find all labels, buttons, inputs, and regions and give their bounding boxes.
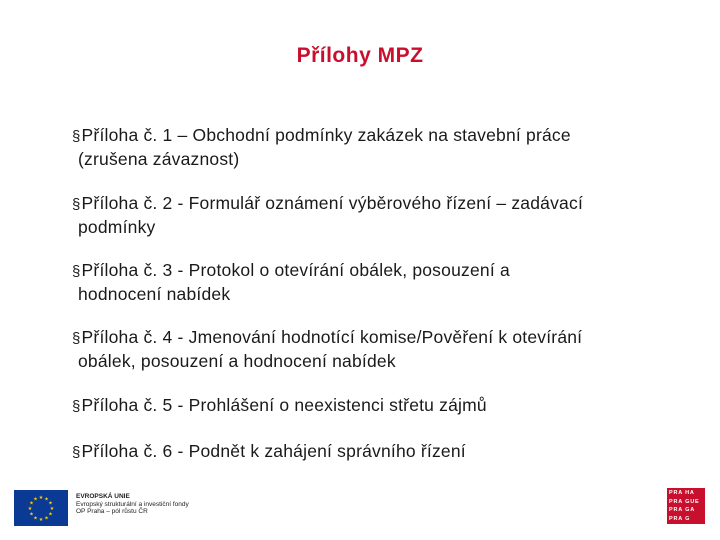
- eu-star-icon: ★: [29, 511, 34, 518]
- bullet-icon: §: [72, 398, 81, 415]
- item-text: Příloha č. 4 - Jmenování hodnotící komise/Pověření k otevírání: [81, 327, 583, 347]
- bullet-icon: §: [72, 128, 81, 145]
- item-text: Příloha č. 2 - Formulář oznámení výběrového řízení – zadávací: [81, 193, 584, 213]
- item-text: Příloha č. 5 - Prohlášení o neexistenci střetu zájmů: [81, 395, 487, 415]
- list-item: [72, 192, 672, 239]
- list-item: [72, 394, 672, 418]
- list-item: [72, 124, 672, 171]
- eu-star-icon: ★: [33, 496, 38, 503]
- eu-op-line: OP Praha – pól růstu ČR: [76, 508, 148, 515]
- page-title: Přílohy MPZ: [296, 44, 424, 67]
- list-item: [72, 440, 672, 464]
- eu-star-icon: ★: [38, 495, 44, 501]
- eu-flag-icon: [14, 490, 68, 526]
- list-item: [72, 259, 672, 306]
- praha-logo: [667, 488, 705, 524]
- eu-star-icon: ★: [44, 515, 49, 522]
- item-text-continued: hodnocení nabídek: [78, 284, 231, 304]
- eu-star-icon: ★: [49, 506, 55, 512]
- praha-logo-line: PRA G: [669, 515, 691, 522]
- eu-funds-line: Evropský strukturální a investiční fondy: [76, 500, 189, 508]
- eu-title: EVROPSKÁ UNIE: [76, 493, 130, 500]
- eu-logo-text: [76, 493, 216, 516]
- bullet-icon: §: [72, 196, 81, 213]
- item-text: Příloha č. 1 – Obchodní podmínky zakázek na stavební práce: [81, 125, 571, 145]
- eu-star-icon: ★: [48, 511, 53, 518]
- eu-star-icon: ★: [29, 500, 34, 507]
- item-text-continued: podmínky: [78, 217, 156, 237]
- eu-star-icon: ★: [48, 500, 53, 507]
- bullet-icon: §: [72, 330, 81, 347]
- item-text: Příloha č. 6 - Podnět k zahájení správního řízení: [81, 441, 466, 461]
- item-text-continued: obálek, posouzení a hodnocení nabídek: [78, 351, 396, 371]
- list-item: [72, 326, 672, 373]
- praha-logo-line: PRA HA: [669, 490, 695, 496]
- eu-star-icon: ★: [33, 515, 38, 522]
- bullet-icon: §: [72, 444, 81, 461]
- eu-star-icon: ★: [44, 496, 49, 503]
- bullet-icon: §: [72, 263, 81, 280]
- eu-star-icon: ★: [27, 506, 33, 512]
- praha-logo-line: PRA GA: [669, 507, 695, 513]
- praha-logo-line: PRA GUE: [669, 498, 700, 505]
- eu-star-icon: ★: [38, 517, 44, 523]
- item-text-continued: (zrušena závaznost): [78, 149, 240, 169]
- item-text: Příloha č. 3 - Protokol o otevírání obálek, posouzení a: [81, 260, 510, 280]
